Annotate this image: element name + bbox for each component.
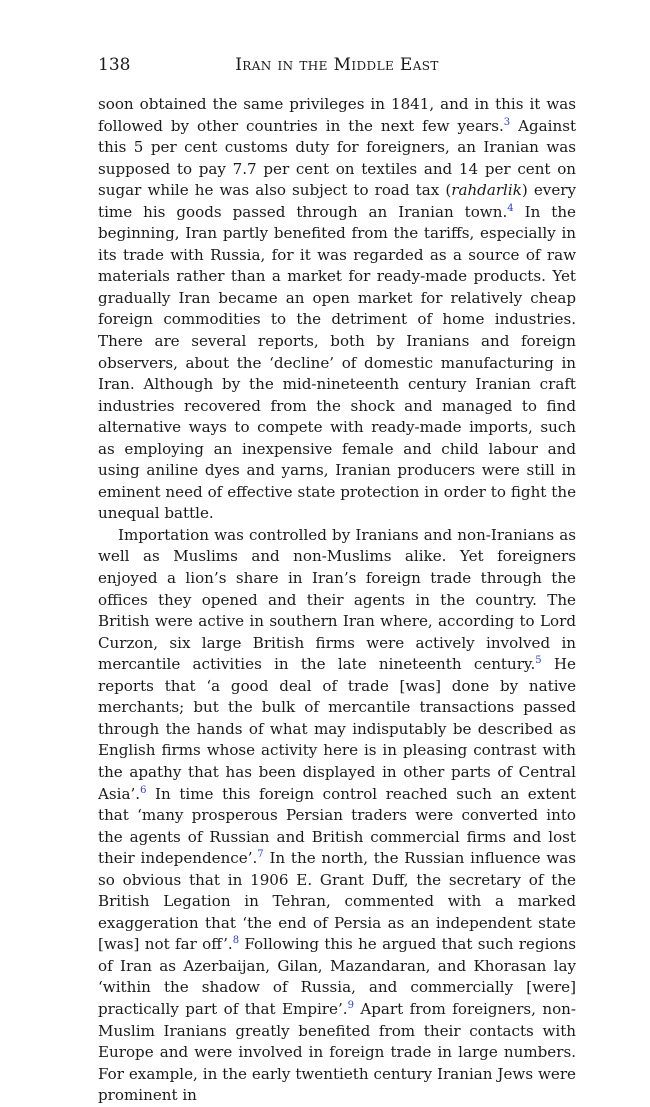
footnote-ref-7[interactable]: 7	[257, 849, 264, 861]
paragraph-1	[98, 94, 576, 525]
italic-term: rahdarlik	[451, 181, 522, 200]
text-run: Against this 5 per cent customs duty for foreigners, an Iranian was supposed to pay 7.7 per cent on textiles and 14 per cent on sugar while he was also subject to road tax (	[98, 116, 577, 200]
text-run: Apart from foreigners, non-Muslim Iranians greatly benefited from their contacts with Europe and were involved in foreign trade in large numbers. For example, in the early twentieth century Iranian Jews were prominent in	[98, 999, 577, 1105]
footnote-ref-9[interactable]: 9	[347, 999, 354, 1011]
text-run: In the beginning, Iran partly benefited from the tariffs, especially in its trade with Russia, for it was regarded as a source of raw materials rather than a market for ready-made products. Yet gradually Iran became an open market for relatively cheap foreign commodities to the detriment of home industries. There are several reports, both by Iranians and foreign observers, about the ‘decline’ of domestic manufacturing in Iran. Although by the mid-nineteenth century Iranian craft industries recovered from the shock and managed to find alternative ways to compete with ready-made imports, such as employing an inexpensive female and child labour and using aniline dyes and yarns, Iranian producers were still in eminent need of effective state protection in order to fight the unequal battle.	[98, 202, 576, 523]
text-run: In time this foreign control reached such an extent that ‘many prosperous Persian traders were converted into the agents of Russian and British commercial firms and lost their independence’.	[98, 784, 576, 868]
text-run: He reports that ‘a good deal of trade [was] done by native merchants; but the bulk of mercantile transactions passed through the hands of what may indisputably be described as English firms whose activity here is in pleasing contrast with the apathy that has been displayed in other parts of Central Asia’.	[98, 655, 576, 803]
text-run: soon obtained the same privileges in 1841, and in this it was followed by other countries in the next few years.	[98, 95, 576, 135]
footnote-ref-6[interactable]: 6	[140, 784, 147, 796]
page-number: 138	[98, 55, 131, 75]
body-text	[98, 94, 576, 1107]
text-run: In the north, the Russian influence was so obvious that in 1906 E. Grant Duff, the secretary of the British Legation in Tehran, commented with a marked exaggeration that ‘the end of Persia as an independent state [was] not far off’.	[98, 849, 576, 954]
paragraph-2	[98, 525, 576, 1107]
text-run: ) every time his goods passed through an Iranian town.	[98, 181, 576, 221]
text-run: Following this he argued that such regions of Iran as Azerbaijan, Gilan, Mazandaran, and Khorasan lay ‘within the shadow of Russia, and commercially [were] practically part of that Empire’.	[98, 935, 576, 1018]
page-header	[98, 55, 576, 79]
running-title: Iran in the Middle East	[235, 55, 439, 75]
footnote-ref-3[interactable]: 3	[503, 116, 511, 128]
footnote-ref-4[interactable]: 4	[507, 202, 514, 214]
text-run: Importation was controlled by Iranians and non-Iranians as well as Muslims and non-Muslims alike. Yet foreigners enjoyed a lion’s share in Iran’s foreign trade through the offices they opened and their agents in the country. The British were active in southern Iran where, according to Lord Curzon, six large British firms were actively involved in mercantile activities in the late nineteenth century.	[98, 525, 576, 674]
footnote-ref-8[interactable]: 8	[232, 935, 240, 947]
footnote-ref-5[interactable]: 5	[535, 655, 542, 667]
